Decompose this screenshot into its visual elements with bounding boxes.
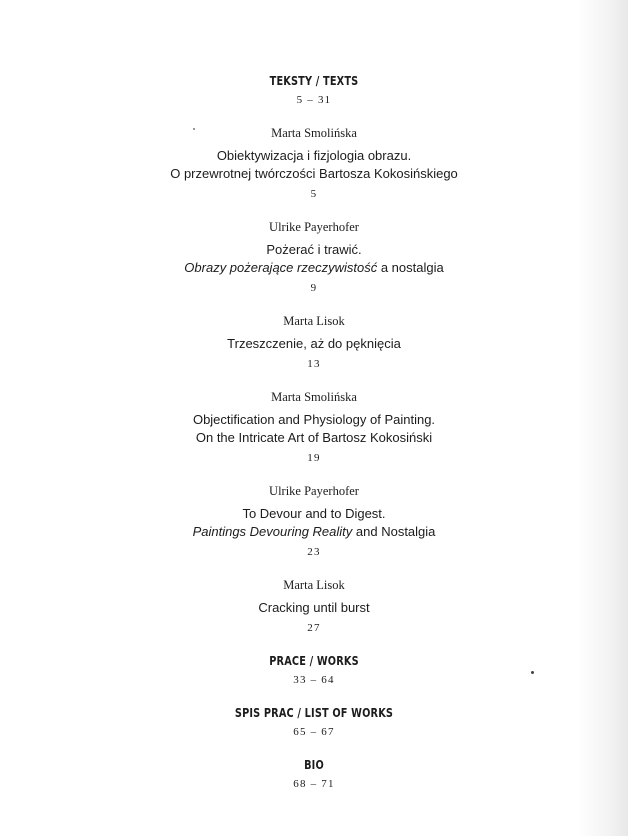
section-heading: SPIS PRAC / LIST OF WORKS xyxy=(234,705,394,720)
entry-title-line xyxy=(0,259,628,277)
toc-entry xyxy=(0,125,628,201)
entry-title-line: On the Intricate Art of Bartosz Kokosiński xyxy=(195,430,433,445)
section-heading: TEKSTY / TEXTS xyxy=(269,73,359,88)
entry-title-line: O przewrotnej twórczości Bartosza Kokosińskiego xyxy=(170,166,458,181)
section-texts xyxy=(0,73,628,107)
toc-entry xyxy=(0,313,628,371)
entry-title xyxy=(0,241,628,277)
entry-title-line: Trzeszczenie, aż do pęknięcia xyxy=(227,336,401,351)
entry-title xyxy=(0,147,628,183)
entry-title xyxy=(0,599,628,617)
section-list-of-works xyxy=(0,705,628,739)
entry-title-line: To Devour and to Digest. xyxy=(242,506,386,521)
entry-title xyxy=(0,411,628,447)
page-range: 5 – 31 xyxy=(296,94,332,106)
entry-title xyxy=(0,505,628,541)
entry-page-number: 23 xyxy=(307,546,321,558)
page-range: 33 – 64 xyxy=(293,674,335,686)
page-range: 68 – 71 xyxy=(293,778,335,790)
entry-author: Ulrike Payerhofer xyxy=(269,484,359,498)
entry-author: Marta Lisok xyxy=(283,314,345,328)
section-bio xyxy=(0,757,628,791)
section-heading: PRACE / WORKS xyxy=(269,653,359,668)
entry-page-number: 13 xyxy=(307,358,321,370)
toc-entry xyxy=(0,577,628,635)
entry-author: Marta Lisok xyxy=(283,578,345,592)
table-of-contents xyxy=(0,73,628,791)
entry-title-rest: a nostalgia xyxy=(377,260,444,275)
entry-author: Marta Smolińska xyxy=(271,390,357,404)
entry-page-number: 5 xyxy=(310,188,318,200)
entry-page-number: 19 xyxy=(307,452,321,464)
entry-title-line: Pożerać i trawić. xyxy=(266,242,362,257)
entry-title-line xyxy=(0,523,628,541)
section-works xyxy=(0,653,628,687)
entry-title-line: Cracking until burst xyxy=(258,600,370,615)
entry-author: Marta Smolińska xyxy=(271,126,357,140)
entry-title-line: Objectification and Physiology of Painting. xyxy=(192,412,436,427)
entry-title-rest: and Nostalgia xyxy=(352,524,436,539)
toc-entry xyxy=(0,389,628,465)
entry-page-number: 9 xyxy=(310,282,318,294)
section-heading: BIO xyxy=(304,757,324,772)
toc-entry xyxy=(0,483,628,559)
entry-page-number: 27 xyxy=(307,622,321,634)
toc-entry xyxy=(0,219,628,295)
page-range: 65 – 67 xyxy=(293,726,335,738)
entry-title-italic: Obrazy pożerające rzeczywistość xyxy=(184,260,378,275)
entry-title xyxy=(0,335,628,353)
entry-title-line: Obiektywizacja i fizjologia obrazu. xyxy=(216,148,412,163)
entry-title-italic: Paintings Devouring Reality xyxy=(192,524,353,539)
entry-author: Ulrike Payerhofer xyxy=(269,220,359,234)
